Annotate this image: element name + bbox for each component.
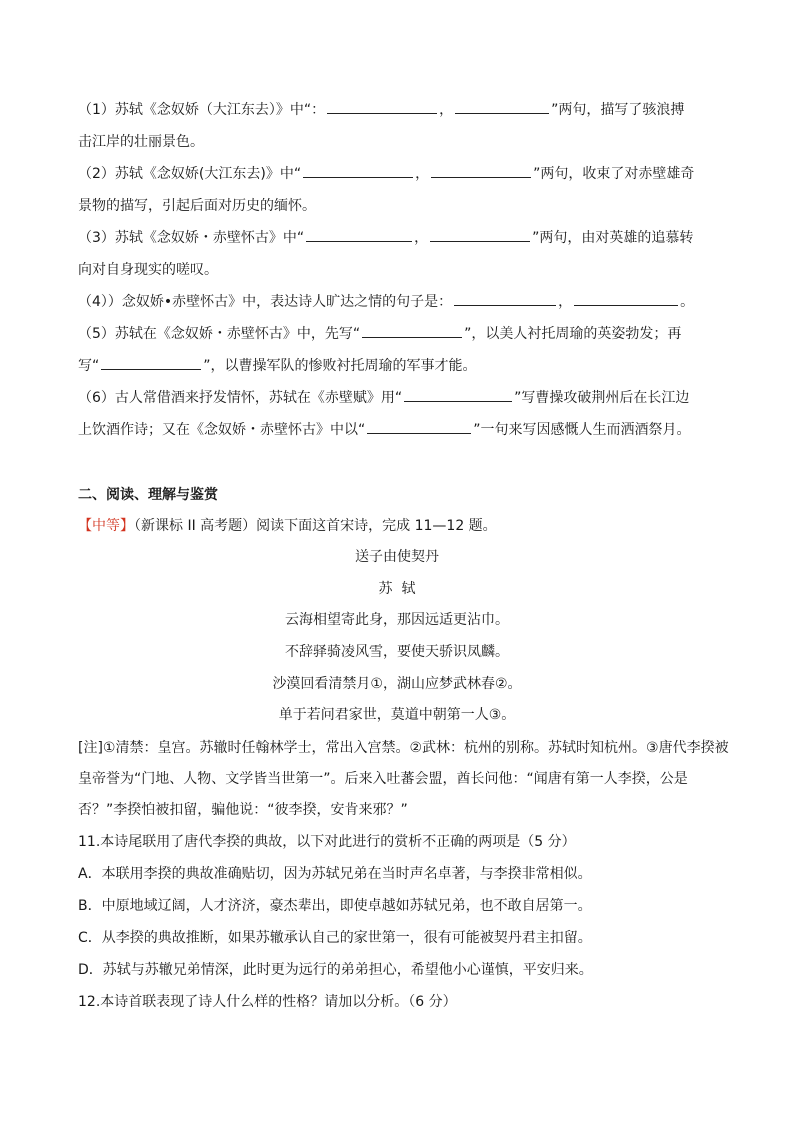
text-segment: 上饮酒作诗；又在《念奴娇・赤壁怀古》中以“: [78, 422, 366, 438]
question-line: [78, 286, 726, 318]
q11-option-d: D．苏轼与苏辙兄弟情深，此时更为远行的弟弟担心，希望他小心谨慎，平安归来。: [78, 962, 593, 978]
question-line: [78, 158, 726, 190]
text-segment: （2）苏轼《念奴娇(大江东去)》中“: [78, 166, 302, 182]
text-segment: ”，以曹操军队的惨败衬托周瑜的军事才能。: [203, 358, 477, 374]
answer-blank[interactable]: [430, 223, 530, 242]
text-segment: ”两句，由对英雄的追慕转: [532, 230, 694, 246]
text-segment: ”两句，描写了骇浪搏: [551, 102, 685, 118]
question-4: [78, 286, 726, 318]
text-segment: ，: [414, 230, 429, 246]
note-line: [注]①清禁：皇宫。苏辙时任翰林学士，常出入宫禁。②武林：杭州的别称。苏轼时知杭州。③唐代李揆被: [78, 740, 729, 756]
question-line: [78, 94, 726, 126]
text-segment: 景物的描写，引起后面对历史的缅怀。: [78, 198, 316, 214]
text-segment: 写“: [78, 358, 100, 374]
poem-line: 单于若问君家世，莫道中朝第一人③。: [278, 707, 516, 723]
question-line: [78, 318, 726, 350]
text-segment: ”，以美人衬托周瑜的英姿勃发；再: [464, 326, 682, 342]
answer-blank[interactable]: [574, 287, 678, 306]
section-intro: [78, 516, 497, 536]
poem-line: 沙漠回看清禁月①，湖山应梦武林春②。: [272, 676, 522, 692]
answer-blank[interactable]: [454, 287, 556, 306]
question-1: [78, 94, 726, 158]
q11-stem: 11.本诗尾联用了唐代李揆的典故，以下对此进行的赏析不正确的两项是（5 分）: [78, 834, 576, 850]
q12-stem: 12.本诗首联表现了诗人什么样的性格？请加以分析。（6 分）: [78, 994, 457, 1010]
q11-option-c: C．从李揆的典故推断，如果苏辙承认自己的家世第一，很有可能被契丹君主扣留。: [78, 930, 592, 946]
difficulty-tag: 【中等】: [78, 518, 134, 534]
text-segment: 向对自身现实的嗟叹。: [78, 262, 218, 278]
text-segment: （3）苏轼《念奴娇・赤壁怀古》中“: [78, 230, 305, 246]
q11-option-b: B．中原地域辽阔，人才济济，豪杰辈出，即使卓越如苏轼兄弟，也不敢自居第一。: [78, 898, 592, 914]
poem-title: 送子由使契丹: [355, 549, 439, 565]
note-line: 皇帝誉为“门地、人物、文学皆当世第一”。后来入吐蕃会盟，酋长问他：“闻唐有第一人李揆，公是: [78, 771, 688, 787]
question-line: [78, 414, 726, 446]
question-line: [78, 190, 726, 222]
answer-blank[interactable]: [101, 351, 201, 370]
question-3: [78, 222, 726, 286]
answer-blank[interactable]: [362, 319, 462, 338]
answer-blank[interactable]: [367, 415, 471, 434]
intro-text: （新课标 II 高考题）阅读下面这首宋诗，完成 11—12 题。: [134, 518, 497, 534]
answer-blank[interactable]: [306, 223, 412, 242]
question-line: [78, 382, 726, 414]
text-segment: ，: [415, 166, 430, 182]
note-line: 否？”李揆怕被扣留，骗他说：“彼李揆，安肯来邪？”: [78, 802, 408, 818]
question-6: [78, 382, 726, 446]
section-title: 二、阅读、理解与鉴赏: [78, 487, 218, 503]
q11-option-a: A．本联用李揆的典故准确贴切，因为苏轼兄弟在当时声名卓著，与李揆非常相似。: [78, 866, 592, 882]
text-segment: ”一句来写因感慨人生而洒酒祭月。: [473, 422, 691, 438]
question-line: [78, 254, 726, 286]
answer-blank[interactable]: [303, 159, 413, 178]
question-line: [78, 350, 726, 382]
question-5: [78, 318, 726, 382]
text-segment: （4））念奴娇•赤壁怀古》中，表达诗人旷达之情的句子是：: [78, 294, 453, 310]
text-segment: ”写曹操攻破荆州后在长江边: [514, 390, 690, 406]
question-line: [78, 126, 726, 158]
poem-line: 云海相望寄此身，那因远适更沾巾。: [285, 612, 509, 628]
text-segment: ，: [558, 294, 573, 310]
question-2: [78, 158, 726, 222]
answer-blank[interactable]: [327, 95, 437, 114]
question-line: [78, 222, 726, 254]
poem-line: 不辞驿骑凌风雪，要使天骄识凤麟。: [285, 644, 509, 660]
text-segment: 。: [680, 294, 695, 310]
answer-blank[interactable]: [431, 159, 531, 178]
text-segment: ”两句，收束了对赤壁雄奇: [533, 166, 695, 182]
answer-blank[interactable]: [455, 95, 549, 114]
text-segment: ，: [439, 102, 454, 118]
text-segment: （5）苏轼在《念奴娇・赤壁怀古》中，先写“: [78, 326, 361, 342]
answer-blank[interactable]: [404, 383, 512, 402]
text-segment: 击江岸的壮丽景色。: [78, 134, 204, 150]
text-segment: （1）苏轼《念奴娇（大江东去）》中“：: [78, 102, 326, 118]
poem-author: 苏 轼: [378, 581, 416, 597]
text-segment: （6）古人常借酒来抒发情怀，苏轼在《赤壁赋》用“: [78, 390, 403, 406]
